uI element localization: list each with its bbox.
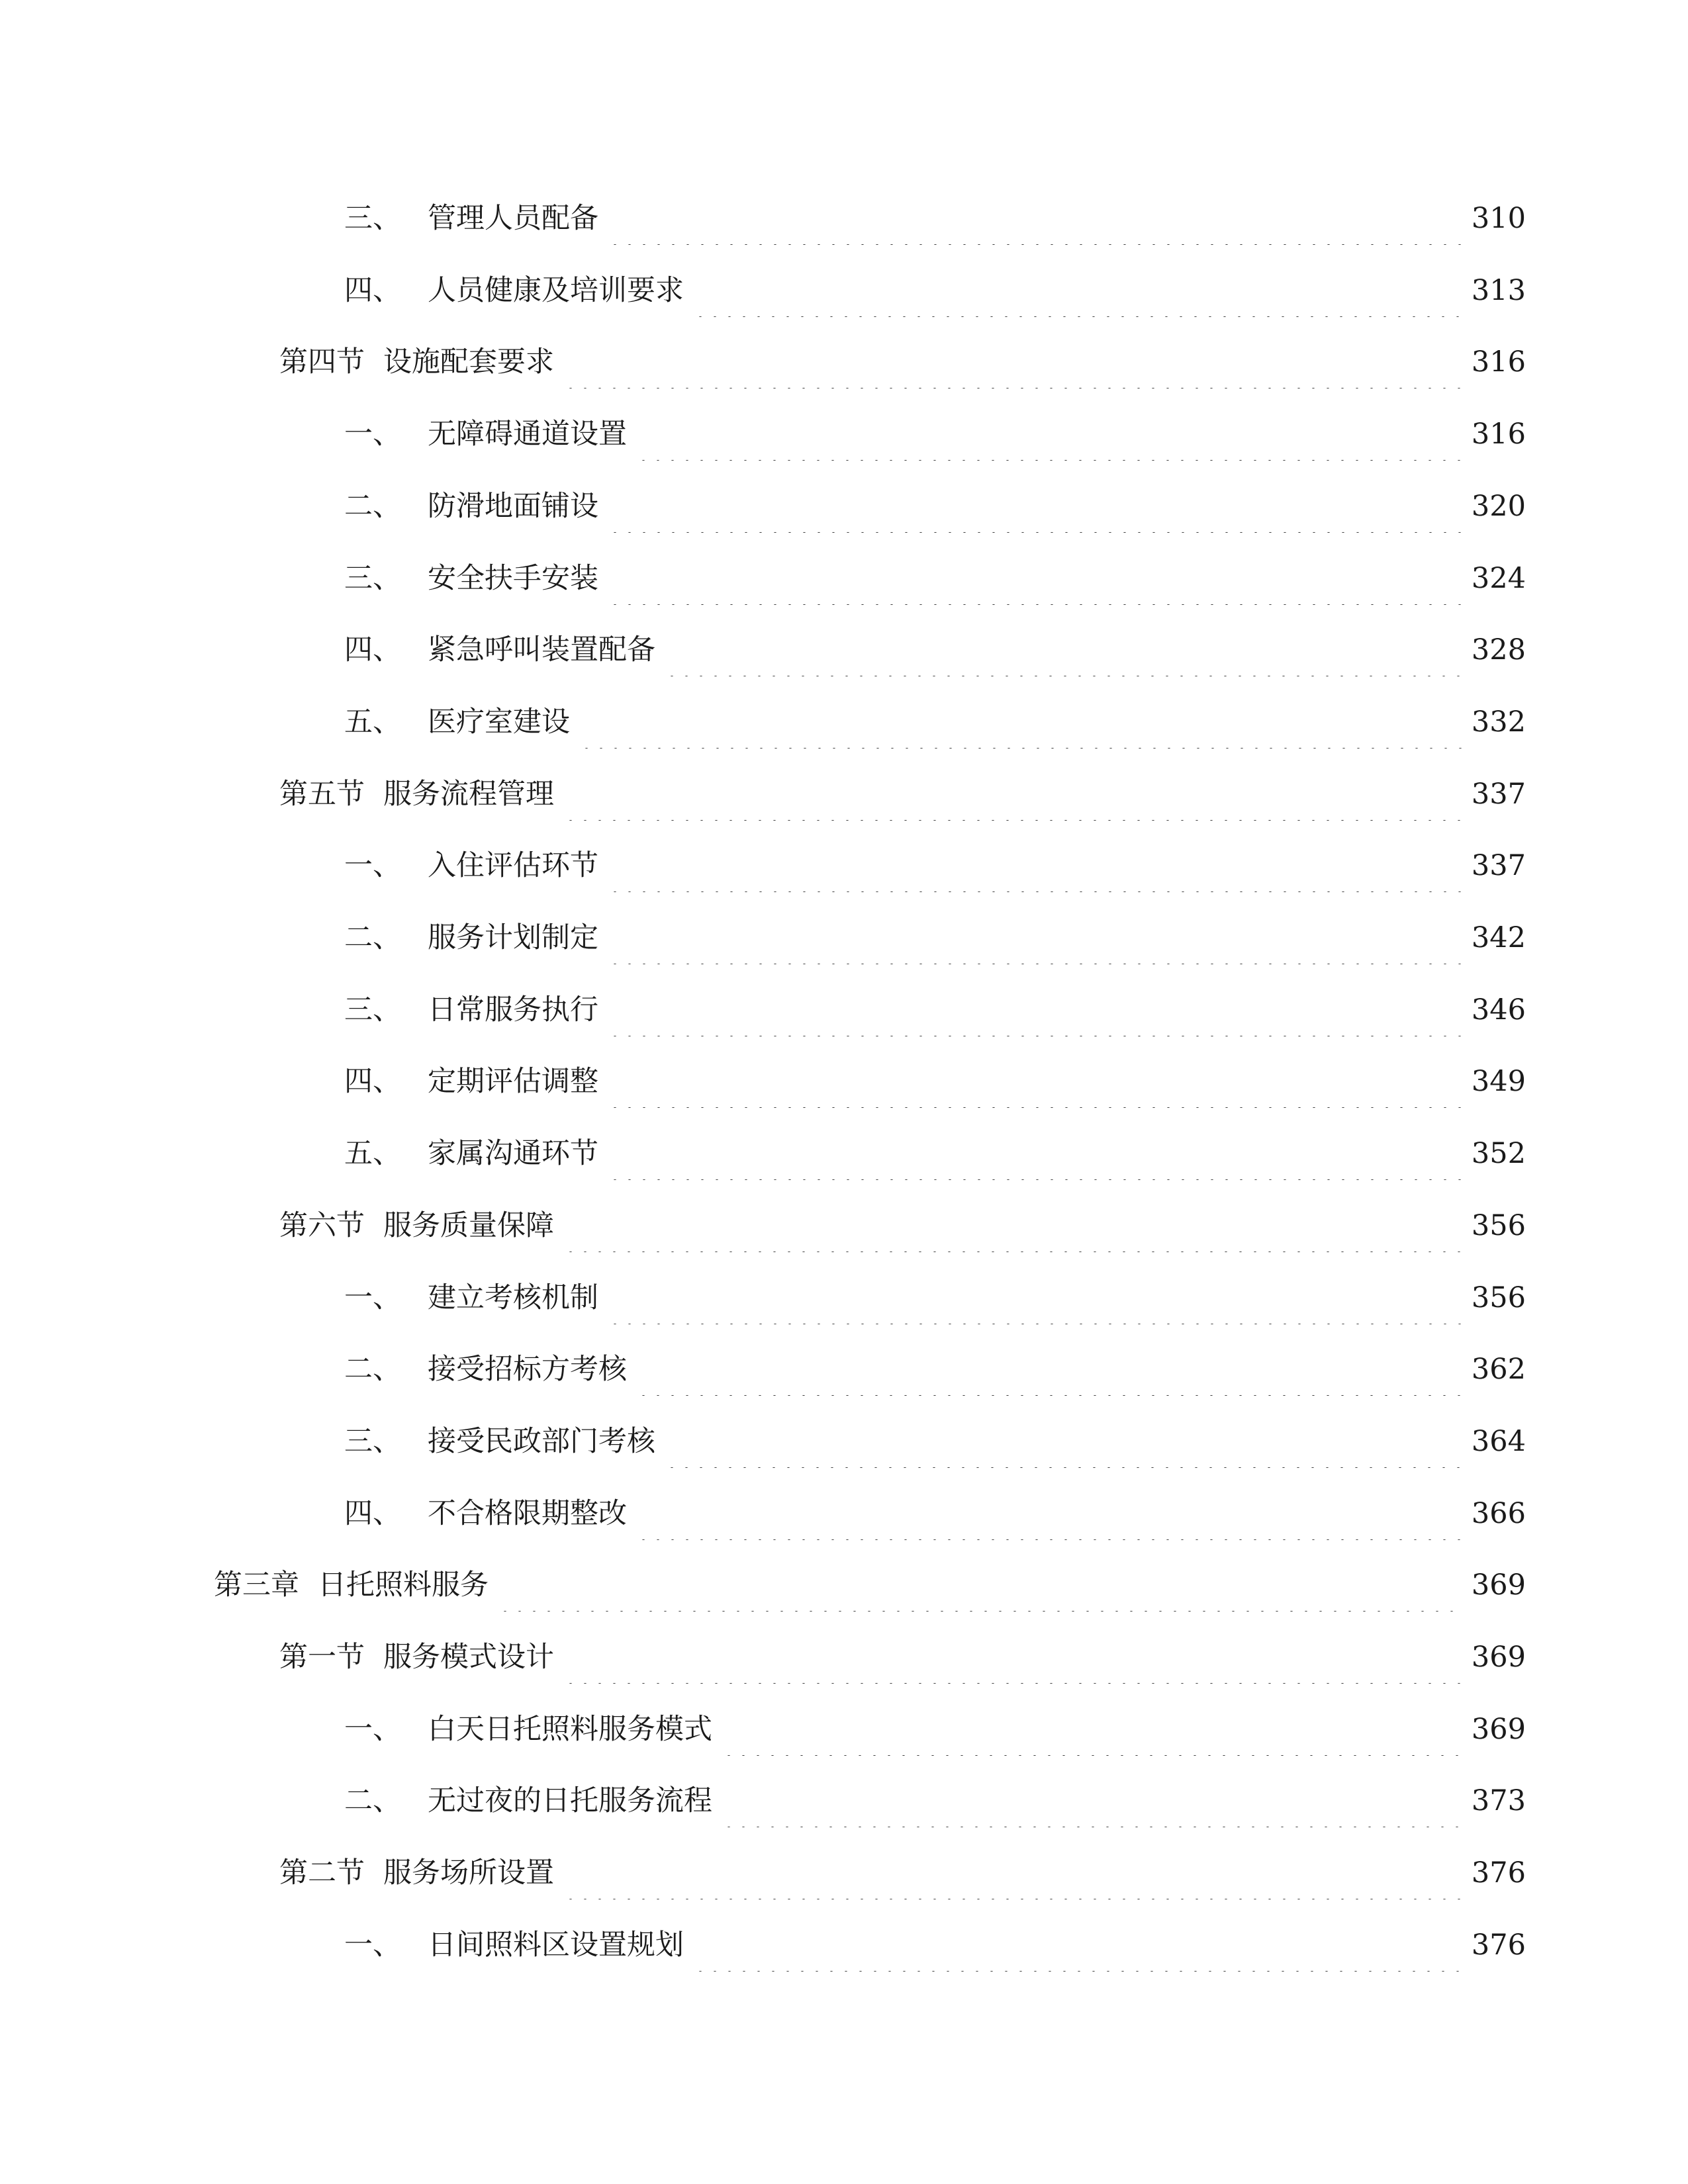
dot-leader bbox=[563, 1846, 1464, 1899]
toc-entry-number: 二、 bbox=[344, 921, 401, 954]
toc-entry-title: 服务场所设置 bbox=[383, 1856, 554, 1889]
toc-entry[interactable] bbox=[344, 1487, 1526, 1540]
toc-entry-title: 日常服务执行 bbox=[428, 993, 598, 1026]
dot-leader bbox=[636, 1343, 1464, 1396]
toc-entry-page-number: 376 bbox=[1471, 1929, 1526, 1962]
toc-entry-number: 二、 bbox=[344, 1353, 401, 1386]
toc-entry-title: 医疗室建设 bbox=[428, 705, 570, 739]
toc-entry-page-number: 369 bbox=[1471, 1641, 1526, 1674]
toc-entry[interactable] bbox=[344, 911, 1526, 964]
dot-leader bbox=[722, 1774, 1464, 1827]
toc-entry[interactable] bbox=[344, 839, 1526, 892]
toc-entry[interactable] bbox=[344, 480, 1526, 533]
toc-entry[interactable] bbox=[344, 983, 1526, 1036]
toc-entry[interactable] bbox=[344, 623, 1526, 676]
dot-leader bbox=[665, 623, 1464, 676]
toc-entry-number: 一、 bbox=[344, 849, 401, 882]
toc-entry-page-number: 320 bbox=[1471, 490, 1526, 523]
toc-entry[interactable] bbox=[344, 408, 1526, 461]
toc-entry[interactable] bbox=[344, 1415, 1526, 1468]
toc-entry[interactable] bbox=[344, 696, 1526, 749]
dot-leader bbox=[693, 264, 1464, 317]
dot-leader bbox=[563, 336, 1464, 388]
dot-leader bbox=[608, 192, 1464, 245]
toc-entry-page-number: 313 bbox=[1471, 274, 1526, 307]
toc-entry-number: 一、 bbox=[344, 1281, 401, 1314]
toc-entry-page-number: 337 bbox=[1471, 778, 1526, 811]
toc-entry-number: 二、 bbox=[344, 490, 401, 523]
toc-entry-title: 接受招标方考核 bbox=[428, 1353, 627, 1386]
toc-entry[interactable] bbox=[344, 192, 1526, 245]
toc-entry-title: 服务质量保障 bbox=[383, 1209, 554, 1242]
toc-entry-page-number: 316 bbox=[1471, 345, 1526, 379]
dot-leader bbox=[498, 1559, 1464, 1612]
toc-entry-number: 第二节 bbox=[279, 1856, 365, 1889]
dot-leader bbox=[608, 839, 1464, 892]
toc-entry-number: 三、 bbox=[344, 993, 401, 1026]
toc-entry-title: 定期评估调整 bbox=[428, 1065, 598, 1098]
dot-leader bbox=[608, 552, 1464, 605]
toc-entry-title: 防滑地面铺设 bbox=[428, 490, 598, 523]
toc-entry-number: 四、 bbox=[344, 1497, 401, 1530]
toc-entry-number: 一、 bbox=[344, 1713, 401, 1746]
toc-entry-number: 一、 bbox=[344, 1929, 401, 1962]
toc-entry-title: 日间照料区设置规划 bbox=[428, 1929, 684, 1962]
dot-leader bbox=[665, 1415, 1464, 1468]
toc-entry[interactable] bbox=[344, 1271, 1526, 1324]
toc-entry-page-number: 342 bbox=[1471, 921, 1526, 954]
toc-entry-page-number: 352 bbox=[1471, 1137, 1526, 1170]
toc-entry-page-number: 373 bbox=[1471, 1784, 1526, 1817]
toc-entry-number: 四、 bbox=[344, 633, 401, 666]
toc-entry-page-number: 337 bbox=[1471, 849, 1526, 882]
toc-entry[interactable] bbox=[344, 1703, 1526, 1756]
toc-entry-page-number: 369 bbox=[1471, 1713, 1526, 1746]
toc-entry-title: 服务流程管理 bbox=[383, 778, 554, 811]
toc-entry[interactable] bbox=[214, 1559, 1526, 1612]
toc-entry-page-number: 362 bbox=[1471, 1353, 1526, 1386]
toc-entry-page-number: 376 bbox=[1471, 1856, 1526, 1889]
dot-leader bbox=[608, 1055, 1464, 1108]
toc-entry-number: 五、 bbox=[344, 1137, 401, 1170]
toc-entry-number: 第六节 bbox=[279, 1209, 365, 1242]
dot-leader bbox=[608, 480, 1464, 533]
toc-entry-number: 四、 bbox=[344, 274, 401, 307]
toc-entry[interactable] bbox=[344, 264, 1526, 317]
toc-entry-number: 四、 bbox=[344, 1065, 401, 1098]
toc-entry-title: 设施配套要求 bbox=[383, 345, 554, 379]
toc-entry-number: 三、 bbox=[344, 1425, 401, 1458]
toc-entry-page-number: 332 bbox=[1471, 705, 1526, 739]
toc-entry-title: 服务模式设计 bbox=[383, 1641, 554, 1674]
toc-entry-title: 接受民政部门考核 bbox=[428, 1425, 655, 1458]
dot-leader bbox=[608, 1271, 1464, 1324]
toc-entry[interactable] bbox=[279, 1199, 1526, 1252]
toc-entry[interactable] bbox=[279, 336, 1526, 388]
dot-leader bbox=[563, 1631, 1464, 1684]
toc-entry-page-number: 328 bbox=[1471, 633, 1526, 666]
toc-entry[interactable] bbox=[279, 768, 1526, 821]
toc-entry-number: 第五节 bbox=[279, 778, 365, 811]
toc-entry-page-number: 346 bbox=[1471, 993, 1526, 1026]
toc-entry[interactable] bbox=[344, 1774, 1526, 1827]
toc-entry-page-number: 364 bbox=[1471, 1425, 1526, 1458]
toc-entry-number: 三、 bbox=[344, 202, 401, 235]
toc-entry-page-number: 324 bbox=[1471, 562, 1526, 595]
toc-entry-title: 服务计划制定 bbox=[428, 921, 598, 954]
dot-leader bbox=[563, 1199, 1464, 1252]
dot-leader bbox=[608, 1127, 1464, 1180]
toc-entry-title: 白天日托照料服务模式 bbox=[428, 1713, 712, 1746]
toc-entry-number: 二、 bbox=[344, 1784, 401, 1817]
toc-entry-page-number: 369 bbox=[1471, 1569, 1526, 1602]
toc-entry-title: 紧急呼叫装置配备 bbox=[428, 633, 655, 666]
toc-entry-page-number: 349 bbox=[1471, 1065, 1526, 1098]
toc-entry-number: 三、 bbox=[344, 562, 401, 595]
toc-entry[interactable] bbox=[344, 1343, 1526, 1396]
dot-leader bbox=[636, 1487, 1464, 1540]
toc-entry-page-number: 356 bbox=[1471, 1209, 1526, 1242]
toc-entry[interactable] bbox=[344, 552, 1526, 605]
toc-entry-page-number: 310 bbox=[1471, 202, 1526, 235]
toc-entry-title: 管理人员配备 bbox=[428, 202, 598, 235]
toc-entry-page-number: 316 bbox=[1471, 418, 1526, 451]
toc-entry[interactable] bbox=[344, 1127, 1526, 1180]
toc-entry-title: 不合格限期整改 bbox=[428, 1497, 627, 1530]
toc-entry-page-number: 366 bbox=[1471, 1497, 1526, 1530]
toc-entry[interactable] bbox=[279, 1631, 1526, 1684]
toc-entry-number: 第四节 bbox=[279, 345, 365, 379]
dot-leader bbox=[579, 696, 1464, 749]
toc-entry-title: 无过夜的日托服务流程 bbox=[428, 1784, 712, 1817]
toc-entry-title: 安全扶手安装 bbox=[428, 562, 598, 595]
toc-entry-title: 日托照料服务 bbox=[318, 1569, 489, 1602]
toc-entry-title: 入住评估环节 bbox=[428, 849, 598, 882]
toc-entry[interactable] bbox=[344, 1055, 1526, 1108]
toc-entry-title: 建立考核机制 bbox=[428, 1281, 598, 1314]
dot-leader bbox=[693, 1919, 1464, 1972]
toc-entry-page-number: 356 bbox=[1471, 1281, 1526, 1314]
dot-leader bbox=[608, 983, 1464, 1036]
toc-entry-title: 无障碍通道设置 bbox=[428, 418, 627, 451]
dot-leader bbox=[636, 408, 1464, 461]
toc-entry[interactable] bbox=[279, 1846, 1526, 1899]
dot-leader bbox=[563, 768, 1464, 821]
dot-leader bbox=[608, 911, 1464, 964]
toc-entry-number: 第三章 bbox=[214, 1569, 299, 1602]
toc-entry-title: 人员健康及培训要求 bbox=[428, 274, 684, 307]
toc-entry-number: 一、 bbox=[344, 418, 401, 451]
toc-entry-title: 家属沟通环节 bbox=[428, 1137, 598, 1170]
dot-leader bbox=[722, 1703, 1464, 1756]
toc-entry-number: 五、 bbox=[344, 705, 401, 739]
toc-entry[interactable] bbox=[344, 1919, 1526, 1972]
toc-entry-number: 第一节 bbox=[279, 1641, 365, 1674]
